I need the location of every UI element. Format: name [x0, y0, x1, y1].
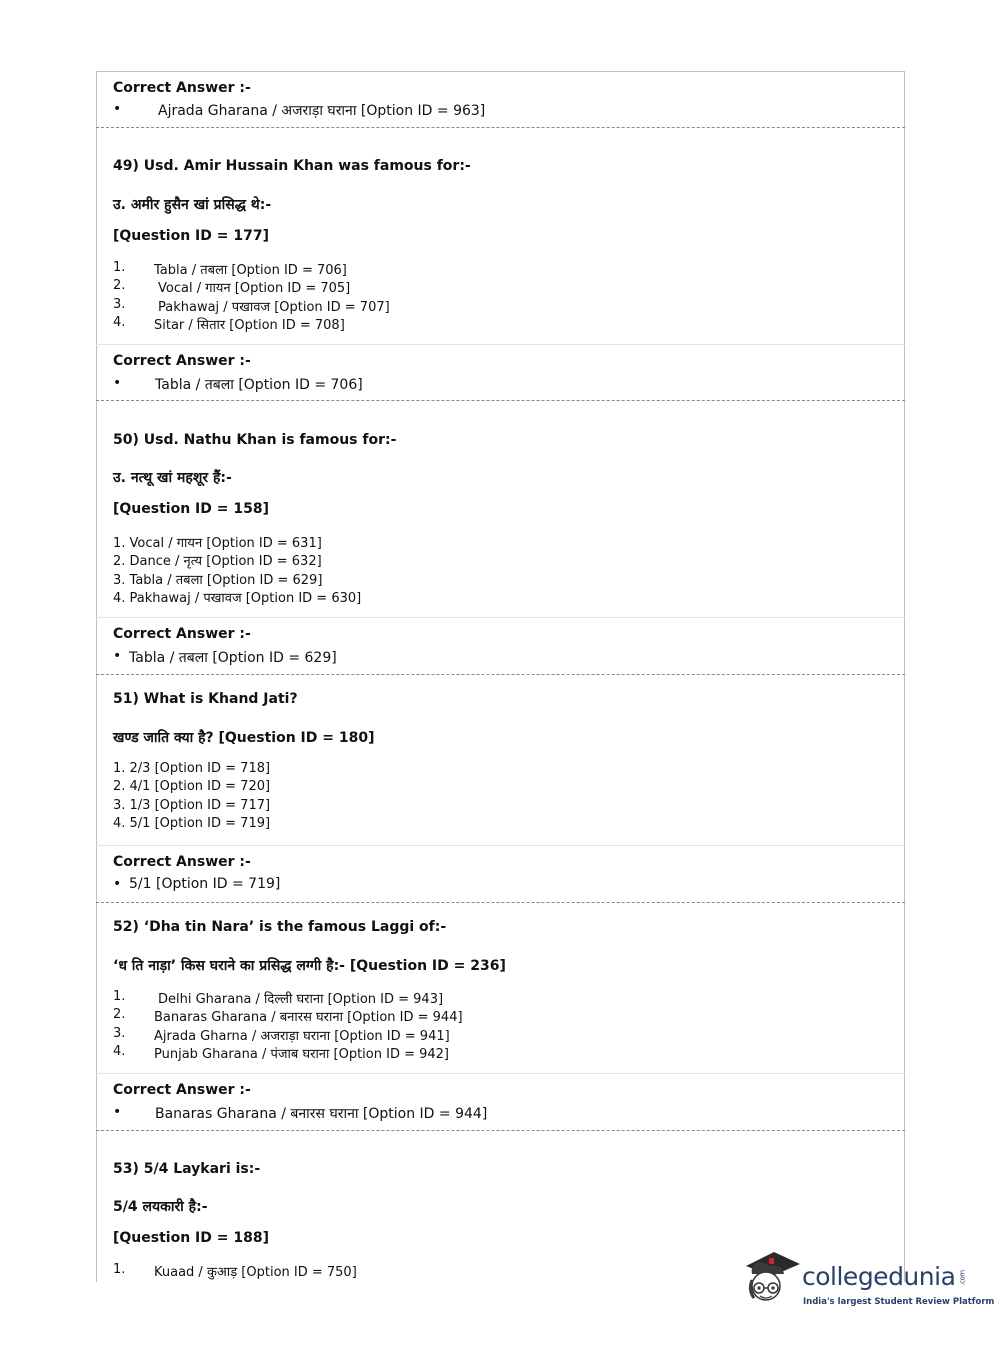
logo-tagline: India's largest Student Review Platform [803, 1297, 995, 1307]
option-number: 2. [113, 1007, 126, 1022]
option-text: Punjab Gharana / पंजाब घराना [Option ID = 942] [154, 1047, 450, 1062]
question-hindi-and-id [113, 728, 374, 747]
document-page [96, 71, 905, 1282]
option-number: 1. [113, 1262, 126, 1277]
question-title: 49) Usd. Amir Hussain Khan was famous for:- [113, 158, 471, 174]
answer-divider [96, 845, 905, 846]
option-number: 4. [113, 1044, 126, 1059]
question-hindi: उ. नत्थू खां महशूर हैं:- [113, 470, 232, 486]
option-number: 3. [113, 297, 126, 312]
option-text: 1. Vocal / गायन [Option ID = 631] [113, 536, 322, 551]
question-id: [Question ID = 236] [349, 958, 506, 974]
correct-answer-text: Tabla / तबला [Option ID = 706] [155, 377, 363, 393]
option-number: 3. [113, 1026, 126, 1041]
correct-answer-text: Ajrada Gharana / अजराड़ा घराना [Option ID = 963] [158, 103, 486, 119]
question-separator [96, 674, 905, 675]
question-id: [Question ID = 177] [113, 228, 269, 244]
collegedunia-logo [742, 1246, 995, 1316]
option-text: 2. 4/1 [Option ID = 720] [113, 779, 271, 794]
option-text: Vocal / गायन [Option ID = 705] [158, 281, 351, 296]
question-hindi: 5/4 लयकारी है:- [113, 1199, 208, 1215]
logo-suffix: .com [958, 1270, 967, 1286]
correct-answer-label: Correct Answer :- [113, 353, 251, 369]
bullet: • [113, 1104, 122, 1120]
question-title: 51) What is Khand Jati? [113, 691, 298, 707]
answer-divider [96, 344, 905, 345]
option-text: Pakhawaj / पखावज [Option ID = 707] [158, 300, 390, 315]
question-separator [96, 400, 905, 401]
option-text: Sitar / सितार [Option ID = 708] [154, 318, 345, 333]
option-text: Tabla / तबला [Option ID = 706] [154, 263, 347, 278]
question-hindi: खण्ड जाति क्या है? [113, 730, 214, 746]
option-text: Kuaad / कुआड़ [Option ID = 750] [154, 1265, 357, 1280]
option-text: 4. Pakhawaj / पखावज [Option ID = 630] [113, 591, 362, 606]
option-text: Ajrada Gharna / अजराड़ा घराना [Option ID = 941] [154, 1029, 450, 1044]
question-separator [96, 1130, 905, 1131]
option-text: 3. Tabla / तबला [Option ID = 629] [113, 573, 323, 588]
logo-name: collegedunia .com [802, 1262, 967, 1291]
question-hindi: ‘ध ति नाड़ा’ किस घराने का प्रसिद्ध लग्गी है:- [113, 958, 345, 974]
question-hindi: उ. अमीर हुसैन खां प्रसिद्ध थे:- [113, 197, 272, 213]
question-title: 53) 5/4 Laykari is:- [113, 1161, 261, 1177]
correct-answer-text: 5/1 [Option ID = 719] [129, 876, 281, 892]
bullet: • [113, 375, 122, 391]
answer-divider [96, 1073, 905, 1074]
option-number: 4. [113, 315, 126, 330]
option-number: 1. [113, 989, 126, 1004]
answer-divider [96, 617, 905, 618]
option-text: 1. 2/3 [Option ID = 718] [113, 761, 271, 776]
bullet: • [113, 101, 122, 117]
option-number: 1. [113, 260, 126, 275]
bullet: • [113, 876, 122, 892]
question-id: [Question ID = 180] [218, 730, 375, 746]
correct-answer-label: Correct Answer :- [113, 1082, 251, 1098]
correct-answer-label: Correct Answer :- [113, 626, 251, 642]
option-text: 2. Dance / नृत्य [Option ID = 632] [113, 554, 322, 569]
correct-answer-text: Tabla / तबला [Option ID = 629] [129, 650, 337, 666]
correct-answer-label: Correct Answer :- [113, 854, 251, 870]
question-id: [Question ID = 188] [113, 1230, 269, 1246]
option-text: Banaras Gharana / बनारस घराना [Option ID = 944] [154, 1010, 463, 1025]
bullet: • [113, 648, 122, 664]
question-title: 50) Usd. Nathu Khan is famous for:- [113, 432, 397, 448]
question-separator [96, 902, 905, 903]
question-title: 52) ‘Dha tin Nara’ is the famous Laggi of:- [113, 919, 447, 935]
correct-answer-text: Banaras Gharana / बनारस घराना [Option ID = 944] [155, 1106, 488, 1122]
option-text: 4. 5/1 [Option ID = 719] [113, 816, 271, 831]
question-hindi-and-id [113, 956, 506, 975]
question-id: [Question ID = 158] [113, 501, 269, 517]
option-text: Delhi Gharana / दिल्ली घराना [Option ID = 943] [158, 992, 444, 1007]
option-text: 3. 1/3 [Option ID = 717] [113, 798, 271, 813]
option-number: 2. [113, 278, 126, 293]
question-separator [96, 127, 905, 128]
mascot-graduate-icon [742, 1246, 802, 1316]
correct-answer-label: Correct Answer :- [113, 80, 251, 96]
